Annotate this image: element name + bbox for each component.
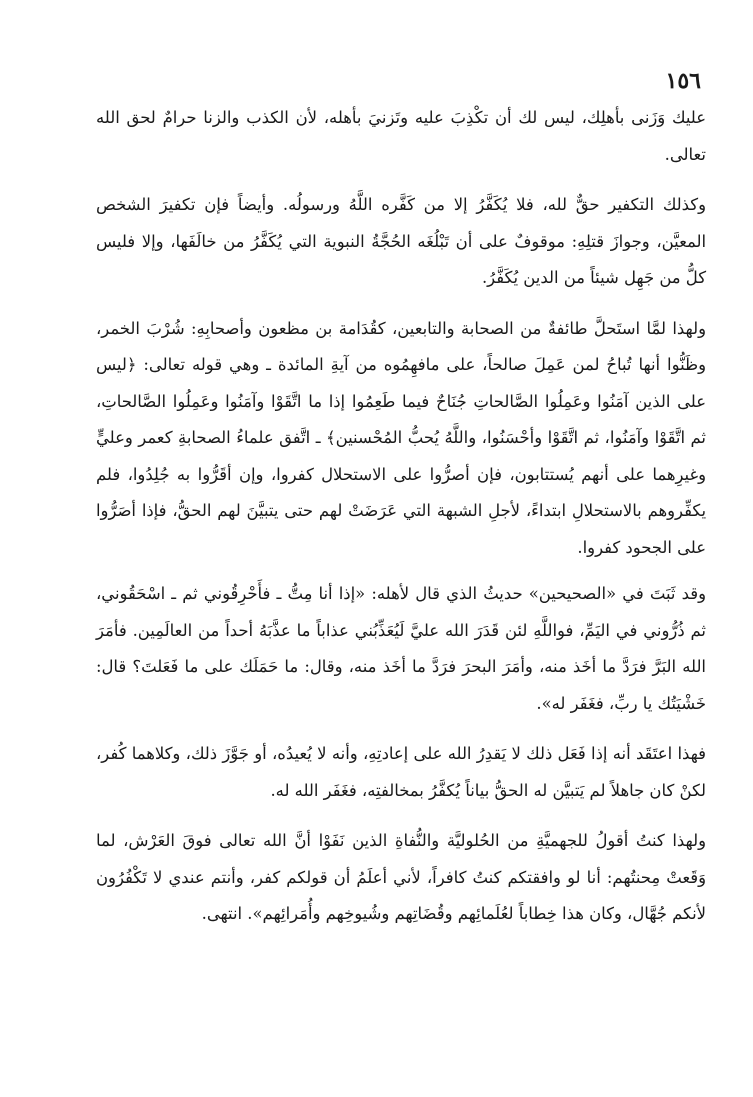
paragraph-3: ولهذا لمَّا استَحلَّ طائفةٌ من الصحابة والتابعين، كقُدَامة بن مظعون وأصحابِهِ: شُرْبَ الخمر، وظَنُّوا أنها تُباحُ لمن عَمِلَ صالحاً، على مافهِمُوه من آيةِ المائدة ـ وهي قوله تعالى: ﴿ليس على الذين آمَنُوا وعَمِلُوا الصَّالحاتِ جُنَاحٌ فيما طَعِمُوا إذا ما اتَّقَوْا وآمَنُوا وعَمِلُوا الصَّالحاتِ، ثم اتَّقَوْا وآمَنُوا، ثم اتَّقَوْا وأحْسَنُوا، واللَّهُ يُحبُّ المُحْسنين﴾ ـ اتَّفق علماءُ الصحابةِ كعمر وعليٍّ وغيرِهما على أنهم يُستتابون، فإن أصرُّوا على الاستحلال كفروا، وإن أقَرُّوا به جُلِدُوا، فلم يكفِّروهم بالاستحلالِ ابتداءً، لأجلِ الشبهة التي عَرَضَتْ لهم حتى يتبيَّنَ لهم الحقُّ، فإذا أصَرُّوا على الجحود كفروا. [96, 318, 706, 557]
paragraph-2: وكذلك التكفير حقٌّ لله، فلا يُكَفَّرُ إلا من كَفَّره اللَّهُ ورسولُه. وأيضاً فإن تكفيرَ الشخص المعيَّن، وجوازَ قتلِهِ: موقوفٌ على أن تَبْلُغَه الحُجَّةُ النبوية التي يُكَفَّرُ من خالَفَها، وإلا فليس كلُّ من جَهِل شيئاً من الدين يُكَفَّرُ. [96, 195, 706, 287]
paragraph-4: وقد ثَبَتَ في «الصحيحين» حديثُ الذي قال لأهله: «إذا أنا مِتُّ ـ فأَحْرِقُوني ثم ـ اسْحَقُوني، ثم ذُرُّوني في اليَمِّ، فواللَّهِ لئن قَدَرَ الله عليَّ لَيُعَذِّبُني عذاباً ما عذَّبَهُ أحداً من العالَمِين. فأمَرَ الله البَرَّ فرَدَّ ما أخَذ منه، وأمَرَ البحرَ فرَدَّ ما أخَذ منه، وقال: ما حَمَلَك على ما فَعَلتَ؟ قال: خَشْيَتُك يا ربِّ، فغَفَر له». [96, 584, 706, 713]
paragraph-6: ولهذا كنتُ أقولُ للجهميَّةِ من الحُلوليَّة والنُّفاةِ الذين نَفَوْا أنَّ الله تعالى فوقَ العَرْش، لما وَقَعتْ مِحنتُهم: أنا لو وافقتكم كنتُ كافراً، لأني أعلَمُ أن قولكم كفر، وأنتم عندي لا تَكْفُرُون لأنكم جُهَّال، وكان هذا خِطاباً لعُلَمائِهم وقُضَاتِهم وشُيوخِهم وأُمَرائِهم». انتهى. [96, 831, 706, 923]
page-number: ١٥٦ [665, 68, 701, 94]
paragraph-1: عليك وَزَنى بأهلِك، ليس لك أن تكْذِبَ عليه وتَزنيَ بأهله، لأن الكذب والزنا حرامٌ لحق الله تعالى. [96, 108, 706, 164]
body-text [96, 100, 706, 933]
paragraph-5: فهذا اعتَقَد أنه إذا فَعَل ذلك لا يَقدِرُ الله على إعادتِهِ، وأنه لا يُعيدُه، أو جَوَّزَ ذلك، وكلاهما كُفر، لكنْ كان جاهلاً لم يَتبيَّن له الحقُّ بياناً يُكفَّرُ بمخالفتِه، فغَفَر الله له. [96, 744, 706, 800]
